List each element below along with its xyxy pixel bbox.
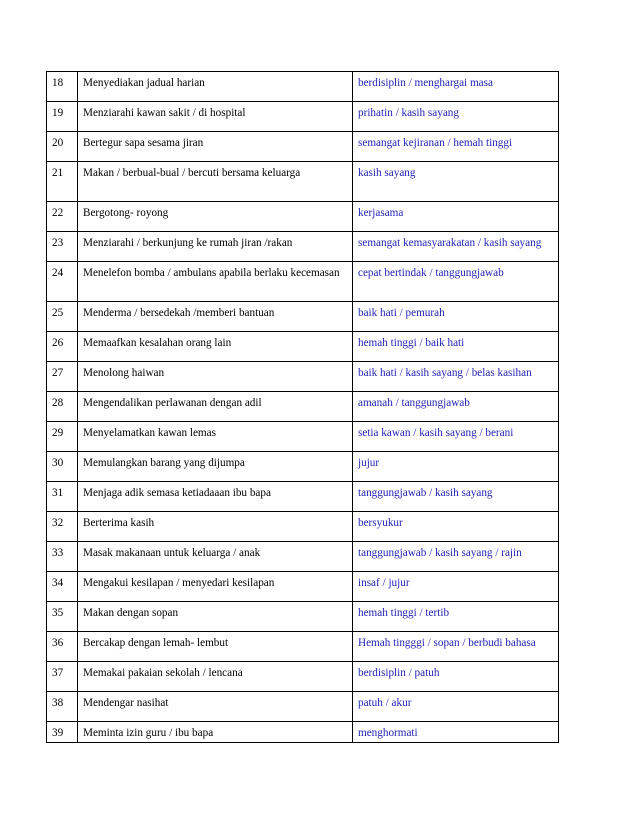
table-row	[47, 572, 559, 602]
table-row	[47, 262, 559, 302]
table-row	[47, 232, 559, 262]
row-number: 26	[47, 332, 78, 362]
row-number: 38	[47, 692, 78, 722]
row-number: 36	[47, 632, 78, 662]
activity-cell: Menziarahi / berkunjung ke rumah jiran /rakan	[78, 232, 353, 262]
row-number: 19	[47, 102, 78, 132]
values-cell: semangat kejiranan / hemah tinggi	[353, 132, 559, 162]
activity-cell: Berterima kasih	[78, 512, 353, 542]
row-number: 29	[47, 422, 78, 452]
row-number: 35	[47, 602, 78, 632]
values-cell: setia kawan / kasih sayang / berani	[353, 422, 559, 452]
table-row	[47, 722, 559, 743]
values-cell: cepat bertindak / tanggungjawab	[353, 262, 559, 302]
row-number: 33	[47, 542, 78, 572]
row-number: 24	[47, 262, 78, 302]
table-row	[47, 102, 559, 132]
activity-cell: Bercakap dengan lemah- lembut	[78, 632, 353, 662]
row-number: 37	[47, 662, 78, 692]
table-row	[47, 512, 559, 542]
activity-cell: Bergotong- royong	[78, 202, 353, 232]
values-cell: amanah / tanggungjawab	[353, 392, 559, 422]
values-cell: tanggungjawab / kasih sayang / rajin	[353, 542, 559, 572]
values-cell: kerjasama	[353, 202, 559, 232]
values-cell: hemah tinggi / baik hati	[353, 332, 559, 362]
row-number: 27	[47, 362, 78, 392]
row-number: 32	[47, 512, 78, 542]
values-cell: hemah tinggi / tertib	[353, 602, 559, 632]
row-number: 34	[47, 572, 78, 602]
values-cell: bersyukur	[353, 512, 559, 542]
table-body	[47, 72, 559, 743]
activity-values-table	[46, 71, 559, 743]
activity-cell: Mengakui kesilapan / menyedari kesilapan	[78, 572, 353, 602]
table-row	[47, 482, 559, 512]
activity-cell: Menjaga adik semasa ketiadaaan ibu bapa	[78, 482, 353, 512]
activity-cell: Menziarahi kawan sakit / di hospital	[78, 102, 353, 132]
values-cell: berdisiplin / menghargai masa	[353, 72, 559, 102]
row-number: 25	[47, 302, 78, 332]
values-cell: semangat kemasyarakatan / kasih sayang	[353, 232, 559, 262]
table-row	[47, 452, 559, 482]
table-row	[47, 162, 559, 202]
activity-cell: Menyelamatkan kawan lemas	[78, 422, 353, 452]
row-number: 22	[47, 202, 78, 232]
values-cell: kasih sayang	[353, 162, 559, 202]
table-row	[47, 632, 559, 662]
values-cell: berdisiplin / patuh	[353, 662, 559, 692]
values-cell: prihatin / kasih sayang	[353, 102, 559, 132]
row-number: 39	[47, 722, 78, 743]
table-row	[47, 72, 559, 102]
values-cell: patuh / akur	[353, 692, 559, 722]
values-cell: insaf / jujur	[353, 572, 559, 602]
row-number: 30	[47, 452, 78, 482]
activity-cell: Memulangkan barang yang dijumpa	[78, 452, 353, 482]
table-row	[47, 602, 559, 632]
activity-cell: Makan dengan sopan	[78, 602, 353, 632]
activity-cell: Mendengar nasihat	[78, 692, 353, 722]
activity-cell: Menolong haiwan	[78, 362, 353, 392]
table-row	[47, 392, 559, 422]
row-number: 28	[47, 392, 78, 422]
row-number: 31	[47, 482, 78, 512]
activity-cell: Menderma / bersedekah /memberi bantuan	[78, 302, 353, 332]
values-cell: Hemah tingggi / sopan / berbudi bahasa	[353, 632, 559, 662]
activity-cell: Memaafkan kesalahan orang lain	[78, 332, 353, 362]
table-row	[47, 662, 559, 692]
row-number: 18	[47, 72, 78, 102]
table-row	[47, 332, 559, 362]
table-row	[47, 132, 559, 162]
table-row	[47, 692, 559, 722]
row-number: 20	[47, 132, 78, 162]
values-cell: baik hati / kasih sayang / belas kasihan	[353, 362, 559, 392]
row-number: 23	[47, 232, 78, 262]
activity-cell: Masak makanaan untuk keluarga / anak	[78, 542, 353, 572]
activity-cell: Bertegur sapa sesama jiran	[78, 132, 353, 162]
values-cell: baik hati / pemurah	[353, 302, 559, 332]
activity-cell: Menelefon bomba / ambulans apabila berlaku kecemasan	[78, 262, 353, 302]
activity-cell: Menyediakan jadual harian	[78, 72, 353, 102]
activity-cell: Mengendalikan perlawanan dengan adil	[78, 392, 353, 422]
table-row	[47, 542, 559, 572]
row-number: 21	[47, 162, 78, 202]
table-row	[47, 422, 559, 452]
table-row	[47, 202, 559, 232]
activity-cell: Meminta izin guru / ibu bapa	[78, 722, 353, 743]
activity-cell: Makan / berbual-bual / bercuti bersama keluarga	[78, 162, 353, 202]
values-cell: tanggungjawab / kasih sayang	[353, 482, 559, 512]
values-cell: menghormati	[353, 722, 559, 743]
values-cell: jujur	[353, 452, 559, 482]
activity-cell: Memakai pakaian sekolah / lencana	[78, 662, 353, 692]
table-row	[47, 362, 559, 392]
table-row	[47, 302, 559, 332]
